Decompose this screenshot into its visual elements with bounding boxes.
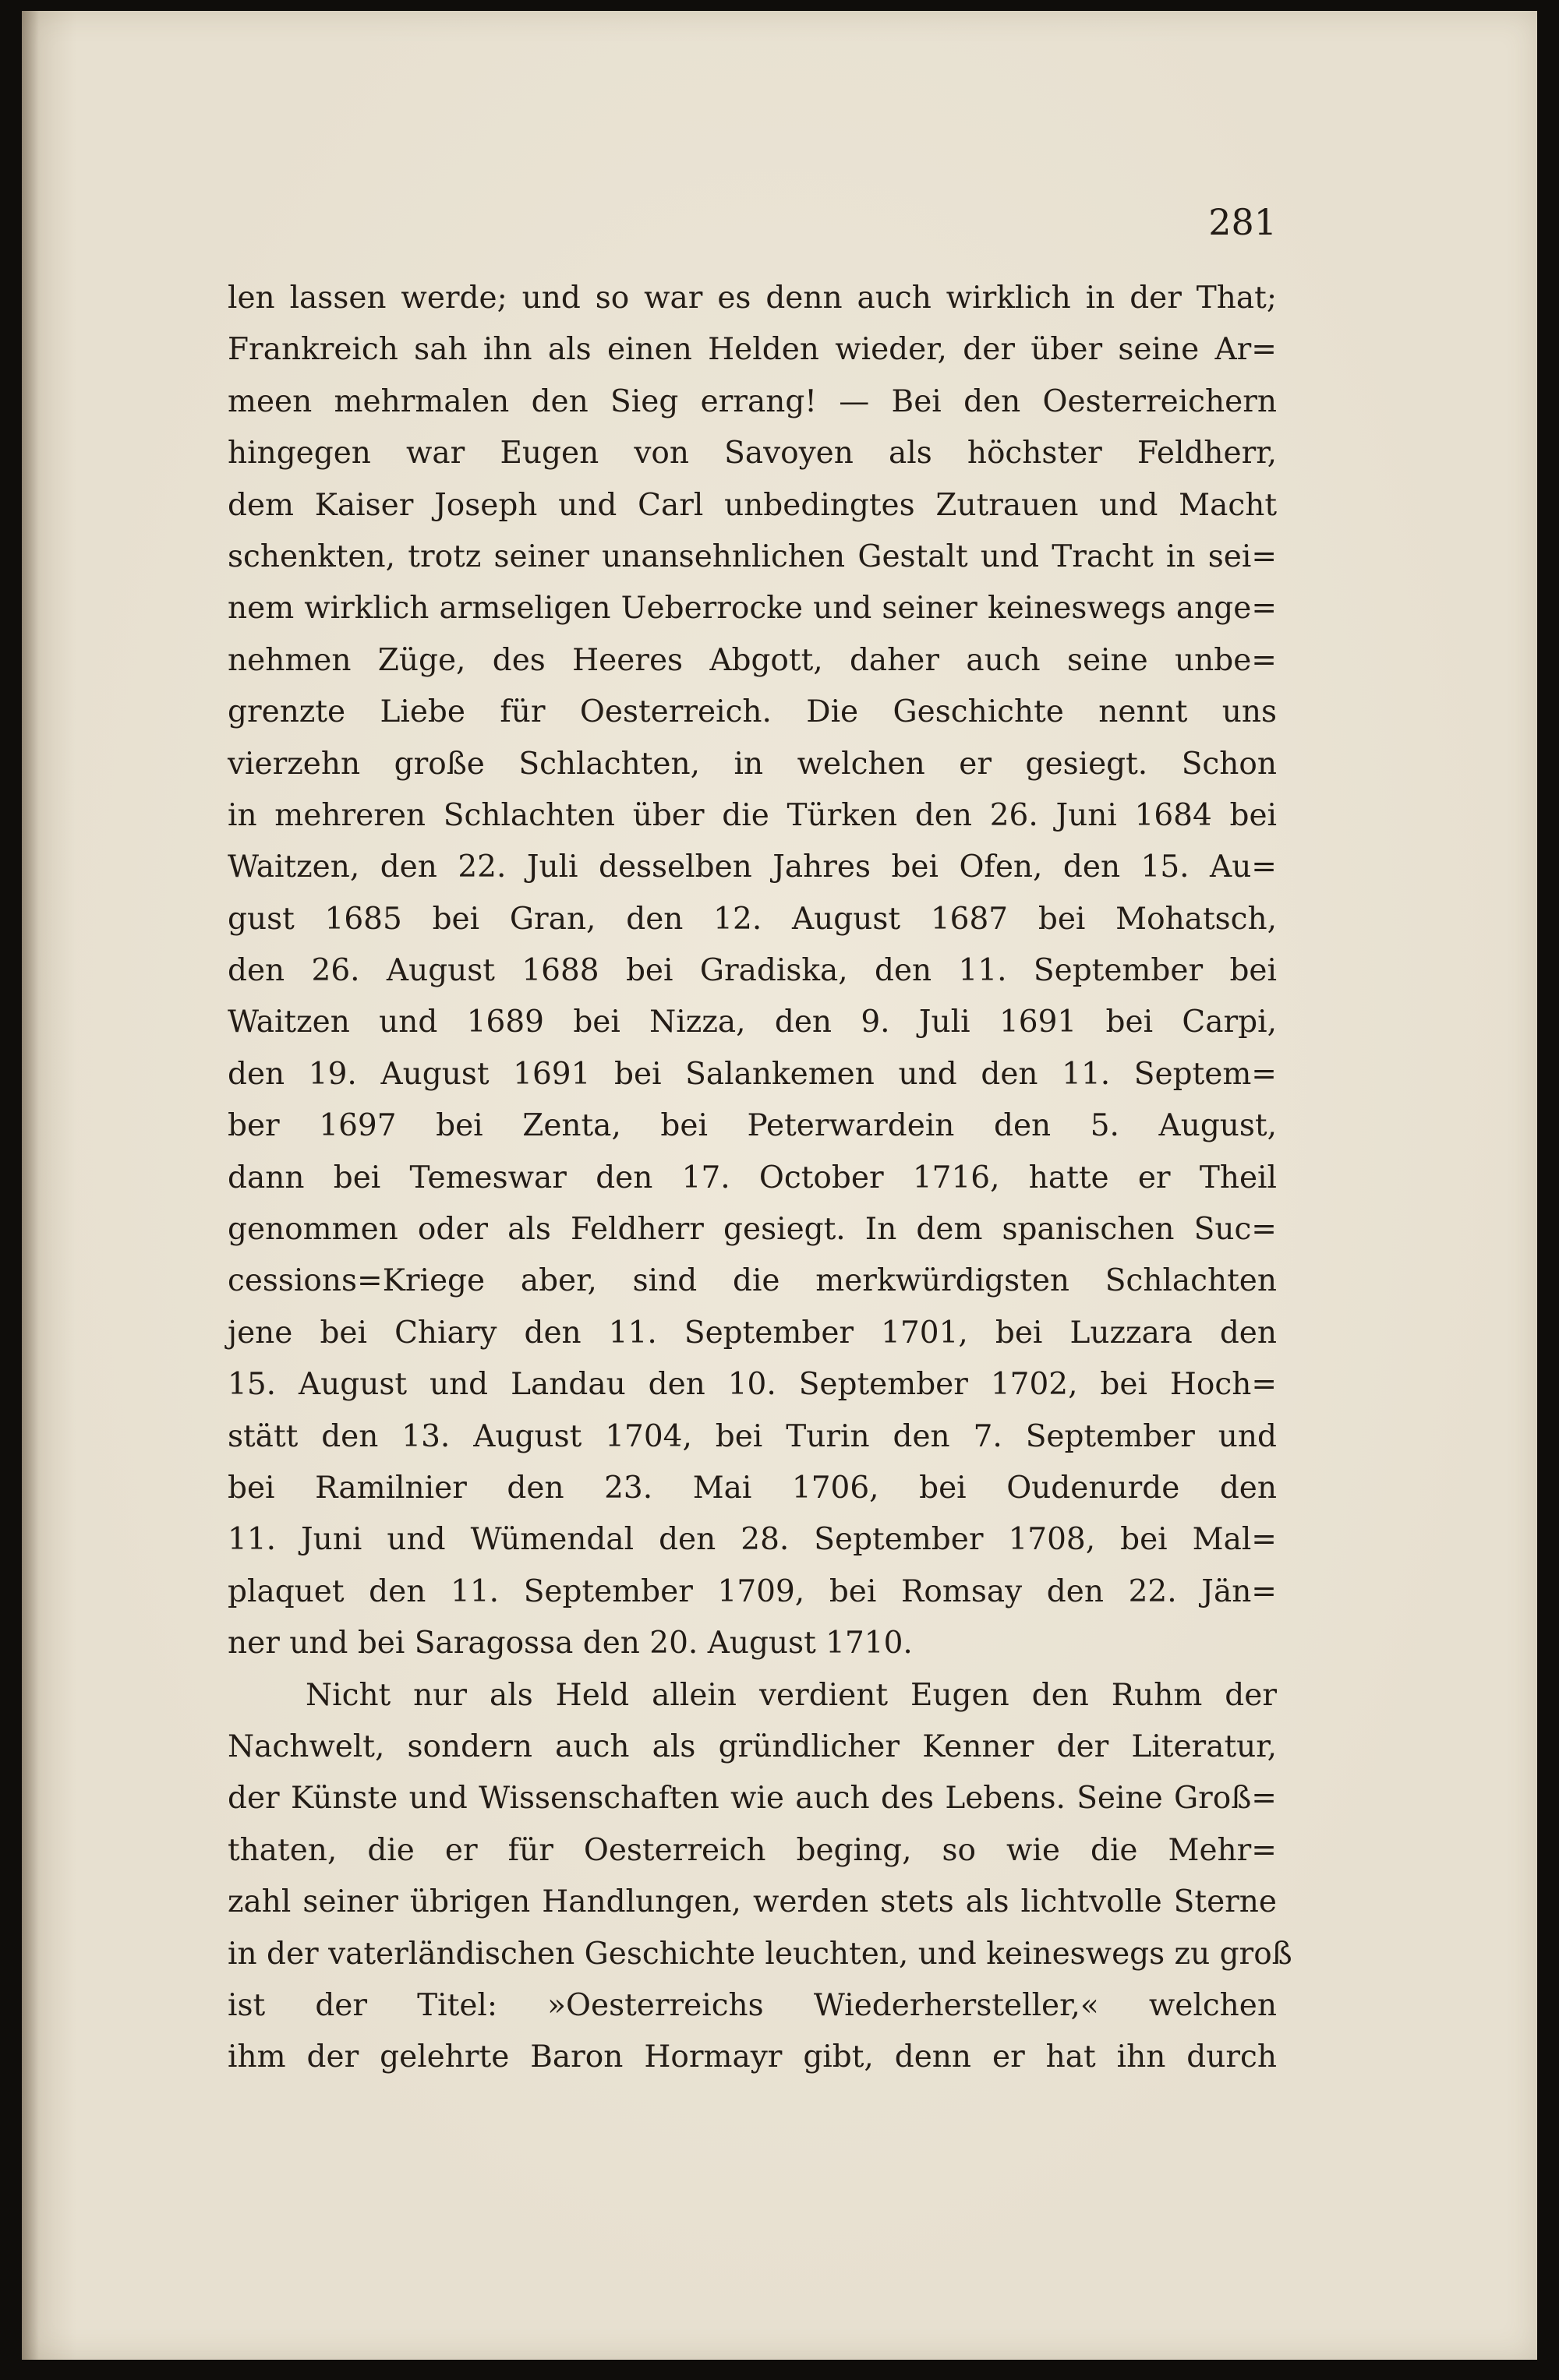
text-line: genommen oder als Feldherr gesiegt. In dem spanischen Suc= bbox=[228, 1212, 1277, 1248]
text-line: Frankreich sah ihn als einen Helden wieder, der über seine Ar= bbox=[228, 332, 1277, 368]
text-line: dem Kaiser Joseph und Carl unbedingtes Zutrauen und Macht bbox=[228, 487, 1277, 523]
body-text bbox=[228, 273, 1292, 2084]
text-line: 15. August und Landau den 10. September 1702, bei Hoch= bbox=[228, 1367, 1277, 1403]
text-line: ist der Titel: »Oesterreichs Wiederhersteller,« welchen bbox=[228, 1987, 1277, 2023]
text-line: Nachwelt, sondern auch als gründlicher Kenner der Literatur, bbox=[228, 1729, 1277, 1764]
text-line: dann bei Temeswar den 17. October 1716, hatte er Theil bbox=[228, 1160, 1277, 1195]
text-line: Waitzen, den 22. Juli desselben Jahres bei Ofen, den 15. Au= bbox=[228, 849, 1277, 885]
text-line: cessions=Kriege aber, sind die merkwürdigsten Schlachten bbox=[228, 1263, 1277, 1299]
text-line: grenzte Liebe für Oesterreich. Die Geschichte nennt uns bbox=[228, 694, 1277, 730]
text-line: hingegen war Eugen von Savoyen als höchster Feldherr, bbox=[228, 436, 1277, 471]
text-line: den 26. August 1688 bei Gradiska, den 11. September bei bbox=[228, 953, 1277, 989]
page-number: 281 bbox=[1208, 201, 1277, 243]
text-line: schenkten, trotz seiner unansehnlichen Gestalt und Tracht in sei= bbox=[228, 539, 1277, 574]
text-line: plaquet den 11. September 1709, bei Romsay den 22. Jän= bbox=[228, 1573, 1277, 1609]
text-line: jene bei Chiary den 11. September 1701, bei Luzzara den bbox=[228, 1315, 1277, 1351]
text-line: der Künste und Wissenschaften wie auch des Lebens. Seine Groß= bbox=[228, 1781, 1277, 1817]
paragraph-start-line: Nicht nur als Held allein verdient Eugen den Ruhm der bbox=[306, 1677, 1277, 1713]
text-line: in mehreren Schlachten über die Türken den 26. Juni 1684 bei bbox=[228, 797, 1277, 833]
text-line: zahl seiner übrigen Handlungen, werden stets als lichtvolle Sterne bbox=[228, 1884, 1277, 1920]
text-line: den 19. August 1691 bei Salankemen und den 11. Septem= bbox=[228, 1056, 1277, 1092]
text-line: ner und bei Saragossa den 20. August 1710. bbox=[228, 1626, 913, 1661]
text-line: in der vaterländischen Geschichte leuchten, und keineswegs zu groß bbox=[228, 1936, 1292, 1972]
text-line: bei Ramilnier den 23. Mai 1706, bei Oudenurde den bbox=[228, 1470, 1277, 1506]
text-line: thaten, die er für Oesterreich beging, so wie die Mehr= bbox=[228, 1832, 1277, 1868]
text-line: Waitzen und 1689 bei Nizza, den 9. Juli 1691 bei Carpi, bbox=[228, 1005, 1277, 1040]
text-line: meen mehrmalen den Sieg errang! — Bei den Oesterreichern bbox=[228, 383, 1277, 419]
text-line: 11. Juni und Wümendal den 28. September 1708, bei Mal= bbox=[228, 1522, 1277, 1558]
text-line: ber 1697 bei Zenta, bei Peterwardein den 5. August, bbox=[228, 1108, 1277, 1144]
page-gutter-shadow bbox=[22, 11, 39, 2360]
text-line: ihm der gelehrte Baron Hormayr gibt, denn er hat ihn durch bbox=[228, 2039, 1277, 2075]
text-line: stätt den 13. August 1704, bei Turin den 7. September und bbox=[228, 1418, 1277, 1454]
text-line: nehmen Züge, des Heeres Abgott, daher auch seine unbe= bbox=[228, 642, 1277, 678]
text-line: len lassen werde; und so war es denn auch wirklich in der That; bbox=[228, 281, 1277, 316]
text-line: gust 1685 bei Gran, den 12. August 1687 bei Mohatsch, bbox=[228, 901, 1277, 937]
text-line: vierzehn große Schlachten, in welchen er gesiegt. Schon bbox=[228, 746, 1277, 782]
text-line: nem wirklich armseligen Ueberrocke und seiner keineswegs ange= bbox=[228, 591, 1277, 627]
